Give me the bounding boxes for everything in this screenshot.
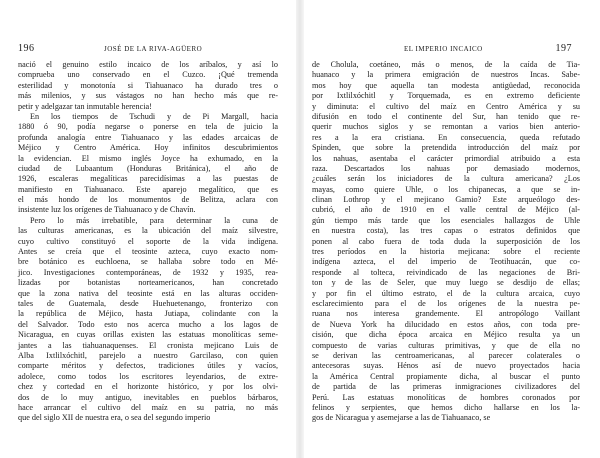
- text-line: ciudad de Lubaantum (Honduras Británica), el año de: [18, 163, 278, 173]
- text-line: 1926, escaleras megalíticas parecidísimas a las puestas de: [18, 174, 278, 184]
- text-line: comparte méritos y defectos, tradiciones útiles y vacíos,: [18, 361, 278, 371]
- text-line: clinan Lothrop y el mejicano Gamio? Este arqueólogo des-: [312, 195, 580, 205]
- left-page-body: [18, 60, 278, 424]
- text-line: antecesoras suyas. Hénos así de nuevo proyectados hacia: [312, 361, 580, 371]
- text-line: gos de Nicaragua y asemejarse a las de Tiahuanaco, se: [312, 413, 491, 423]
- text-line: tres períodos en la historia mejicana: sobre el reciente: [312, 247, 580, 257]
- text-line: la evidencian. El mismo inglés Joyce ha exhumado, en la: [18, 153, 278, 163]
- text-line: y por fin el último estrato, el de la cultura arcaica, cuyo: [312, 288, 580, 298]
- text-line: y diminuta: el cultivo del maíz en Centro América y su: [312, 101, 580, 111]
- text-line: jantes a las tiahuanaquenses. El cronista mejicano Luis de: [18, 340, 278, 350]
- text-line: tales de Guatemala, desde Huehuetenango, fronterizo con: [18, 298, 278, 308]
- text-line: hace arrancar el cultivo del maíz en su patria, no más: [18, 402, 278, 412]
- left-page-number: 196: [18, 43, 35, 54]
- text-line: de Cholula, coetáneo, más o menos, de la caída de Tia-: [312, 60, 580, 69]
- text-line: cubrió, el año de 1910 en el valle central de Méjico (al-: [312, 205, 580, 215]
- text-line: comprueba uno conservado en el Cuzco. ¡Qué tremenda: [18, 70, 278, 80]
- text-line: cisión, que dicha época arcaica en Méjico resulta ya un: [312, 330, 580, 340]
- text-line: nació el genuino estilo incaico de los aríbalos, y así lo: [18, 60, 278, 69]
- text-line: la república de Méjico, hasta Jutiapa, colindante con la: [18, 309, 278, 319]
- text-line: raza. Descartados los nahuas por demasiado modernos,: [312, 163, 580, 173]
- text-line: compuesto de varias culturas primitivas, y que de ella no: [312, 340, 580, 350]
- text-line: las culturas americanas, es la ubicación del maíz silvestre,: [18, 226, 278, 236]
- right-page-header: [312, 43, 580, 57]
- text-line: ruana nos interesa grandemente. El antropólogo Vaillant: [312, 309, 580, 319]
- text-line: adolece, como todos los escritores leyendarios, de extre-: [18, 371, 278, 381]
- text-line: responde al tolteca, reivindicado de las negaciones de Bri-: [312, 267, 580, 277]
- left-page-header: [18, 43, 278, 57]
- text-line: cuyo cultivo constituyó el soporte de la vida indígena.: [18, 236, 278, 246]
- right-page: [312, 0, 580, 458]
- text-line: felinos y serpientes, que hemos dicho hallarse en los la-: [312, 402, 580, 412]
- text-line: chez y cortedad en el horizonte histórico, y por los olvi-: [18, 382, 278, 392]
- text-line: Nicaragua, en cuyas orillas existen las estatuas monolíticas seme-: [18, 330, 278, 340]
- left-running-head: JOSÉ DE LA RIVA-AGÜERO: [104, 45, 203, 53]
- text-line: que del siglo XII de nuestra era, o sea del segundo imperio: [18, 413, 211, 423]
- text-line: dos de lo muy antiguo, inevitables en pueblos bárbaros,: [18, 392, 278, 402]
- text-line: huanaco y la primera emigración de nuestros Incas. Sabe-: [312, 70, 580, 80]
- text-line: Spinden, que sobre la pretendida introducción del maíz por: [312, 143, 580, 153]
- text-line: ton y de las de Seler, que muy luego se desdijo de ellas;: [312, 278, 580, 288]
- text-line: indígena azteca, el del imperio de Teotihuacán, que co-: [312, 257, 580, 267]
- text-line: difusión en todo el continente del Sur, han tenido que re-: [312, 111, 580, 121]
- text-line: manifiesto en Tiahuanaco. Este aparejo megalítico, que es: [18, 184, 278, 194]
- text-line: res a la era cristiana. En consecuencia, queda refutado: [312, 132, 580, 142]
- text-line: más milenios, y sus vástagos no han hecho más que re-: [18, 91, 278, 101]
- text-line: por Ixtlilxóchitl y Torquemada, es en extremo deficiente: [312, 91, 580, 101]
- text-line: En los tiempos de Tschudi y de Pi Margall, hacia: [30, 111, 278, 121]
- text-line: esterilidad y monotonía si Tiahuanaco ha durado tres o: [18, 80, 278, 90]
- text-line: Méjico y Centro América. Hoy infinitos descubrimientos: [18, 143, 278, 153]
- text-line: insistente luz los orígenes de Tiahuanaco y de Chavín.: [18, 205, 196, 215]
- text-line: la América Central propiamente dicha, al buscar el punto: [312, 371, 580, 381]
- text-line: 1880 ó 90, podía negarse o ponerse en tela de juicio la: [18, 122, 278, 132]
- text-line: ¿cuáles serán los iniciadores de la cultura americana? ¿Los: [312, 174, 580, 184]
- text-line: mos hoy que aquella tan modesta antigüedad, reconocida: [312, 80, 580, 90]
- text-line: querir muchos siglos y se remontan a varios bien anterio-: [312, 122, 580, 132]
- text-line: esclarecimiento para el de los orígenes de la nuestra pe-: [312, 298, 580, 308]
- text-line: petir y adelgazar tan inmutable herencia!: [18, 101, 152, 111]
- right-page-number: 197: [555, 43, 572, 54]
- text-line: que la zona nativa del teosinte está en las alturas occiden-: [18, 288, 278, 298]
- text-line: mayas, como quiere Uhle, o los chipanecas, a que se in-: [312, 184, 580, 194]
- text-line: en nuestra costa), las tres capas o estratos definidos que: [312, 226, 580, 236]
- text-line: jico. Investigaciones contemporáneas, de 1932 y 1935, rea-: [18, 267, 278, 277]
- text-line: Perú. Las estatuas monolíticas de hombres coronados por: [312, 392, 580, 402]
- text-line: los nahuas, asentaba el carácter primordial atribuido a esta: [312, 153, 580, 163]
- right-page-body: [312, 60, 580, 424]
- text-line: Pero lo más irrebatible, para determinar la cuna de: [30, 215, 278, 225]
- text-line: lizadas por botanistas norteamericanos, han concretado: [18, 278, 278, 288]
- text-line: del Salvador. Todo esto nos acerca mucho a los lagos de: [18, 319, 278, 329]
- text-line: bre botánico es euchloena, se hallaba sobre todo en Mé-: [18, 257, 278, 267]
- text-line: gún tiempo más tarde que los esenciales hallazgos de Uhle: [312, 215, 580, 225]
- right-running-head: EL IMPERIO INCAICO: [404, 45, 483, 53]
- text-line: Alba Ixtlilxóchitl, parejelo a nuestro Garcilaso, con quien: [18, 350, 278, 360]
- left-page: [18, 0, 278, 458]
- text-line: ponen al cabo fuera de toda duda la superposición de los: [312, 236, 580, 246]
- text-line: de Nueva York ha dilucidado en estos años, con toda pre-: [312, 319, 580, 329]
- text-line: profunda analogía entre Tiahuanaco y las edades arcaicas de: [18, 132, 278, 142]
- book-gutter: [296, 0, 304, 458]
- text-line: el más hondo de los monumentos de Belitza, aclara con: [18, 195, 278, 205]
- text-line: se derivan las centroamericanas, al parecer colaterales o: [312, 350, 580, 360]
- text-line: de partida de las primeras inmigraciones civilizadores del: [312, 382, 580, 392]
- text-line: Antes se creía que el teosinte azteca, cuyo exacto nom-: [18, 247, 278, 257]
